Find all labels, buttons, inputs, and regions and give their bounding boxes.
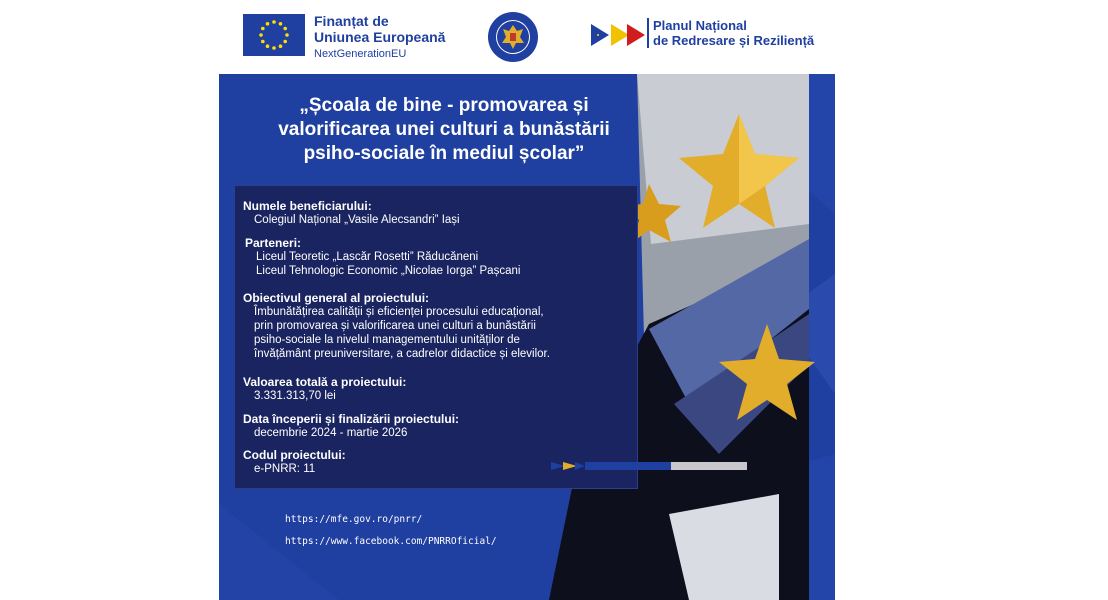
objective-line: prin promovarea și valorificarea unei culturi a bunăstării — [254, 320, 536, 332]
beneficiary-section — [243, 199, 460, 227]
title-line-3: psiho-sociale în mediul școlar” — [303, 143, 585, 164]
eu-flag-icon — [243, 14, 305, 56]
decorative-progress-bar — [551, 461, 747, 471]
partner-item: Liceul Tehnologic Economic „Nicolae Iorga” Pașcani — [256, 265, 521, 277]
pnrr-flag-icon — [589, 20, 647, 50]
value-heading: Valoarea totală a proiectului: — [243, 375, 407, 389]
code-section — [243, 448, 346, 476]
title-line-2: valorificarea unei culturi a bunăstării — [278, 119, 610, 140]
poster — [219, 0, 835, 600]
eu-funding-label — [314, 13, 445, 62]
title-line-1: „Școala de bine - promovarea și — [299, 95, 589, 116]
dates-heading: Data începerii și finalizării proiectului: — [243, 412, 460, 426]
dates-range: decembrie 2024 - martie 2026 — [254, 427, 408, 439]
value-section — [243, 375, 406, 403]
eu-line-2: Uniunea Europeană — [314, 29, 446, 45]
beneficiary-value: Colegiul Național „Vasile Alecsandri” Iași — [254, 214, 460, 226]
partners-section — [245, 236, 520, 278]
value-amount: 3.331.313,70 lei — [254, 390, 336, 402]
eu-line-1: Finanțat de — [314, 13, 389, 29]
objective-section — [243, 291, 550, 361]
objective-line: psiho-sociale la nivelul managementului unităților de — [254, 334, 520, 346]
mfe-link[interactable]: https://mfe.gov.ro/pnrr/ — [285, 514, 423, 525]
project-info-box — [234, 185, 638, 489]
facebook-link[interactable]: https://www.facebook.com/PNRROficial/ — [285, 536, 497, 547]
eu-line-3: NextGenerationEU — [314, 48, 407, 60]
logo-bar — [219, 0, 835, 70]
partners-heading: Parteneri: — [245, 236, 302, 250]
objective-line: Îmbunătățirea calității și eficienței procesului educațional, — [254, 306, 544, 318]
government-seal-icon — [487, 11, 539, 63]
dates-section — [243, 412, 459, 440]
objective-heading: Obiectivul general al proiectului: — [243, 291, 430, 305]
code-value: e-PNRR: 11 — [254, 463, 316, 475]
project-title — [249, 94, 639, 166]
objective-line: învățământ preuniversitare, a cadrelor didactice și elevilor. — [254, 348, 550, 360]
partner-item: Liceul Teoretic „Lascăr Rosetti” Răducăneni — [256, 251, 479, 263]
pnrr-label — [647, 18, 814, 48]
main-panel — [219, 74, 835, 600]
beneficiary-heading: Numele beneficiarului: — [243, 199, 372, 213]
code-heading: Codul proiectului: — [243, 448, 346, 462]
pnrr-line-2: de Redresare și Reziliență — [653, 33, 815, 48]
pnrr-line-1: Planul Național — [653, 18, 747, 33]
